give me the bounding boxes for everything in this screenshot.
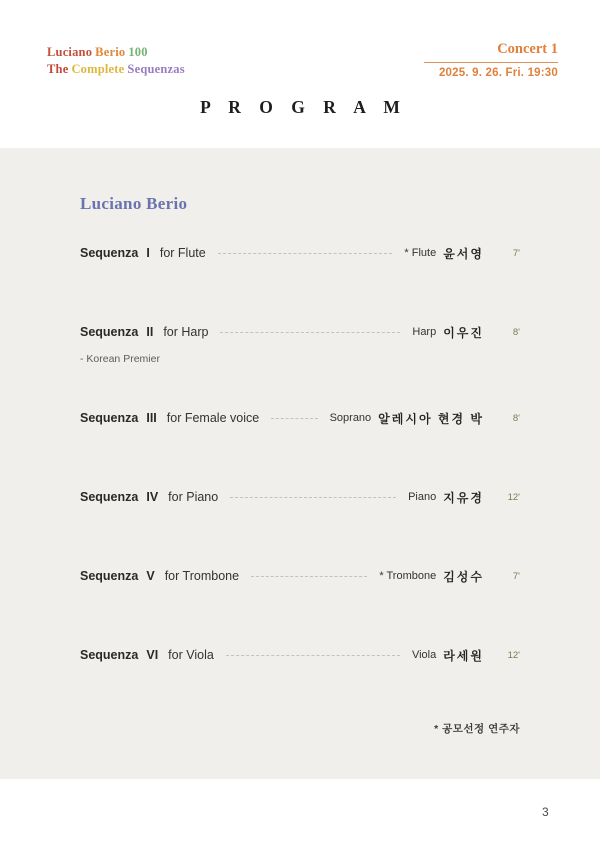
program-row: [80, 244, 520, 274]
performer-name: 김성수: [443, 569, 484, 584]
duration: 12': [507, 649, 520, 661]
performer-role: * Flute: [404, 247, 437, 259]
logo-word: The: [47, 62, 69, 76]
performer-name: 라세원: [443, 648, 484, 663]
logo-line1: [47, 44, 188, 61]
work-title: Sequenza: [80, 246, 139, 260]
program-section: [0, 148, 600, 779]
performer-role: Soprano: [329, 412, 372, 424]
logo-line2: [47, 61, 188, 78]
performer-role: * Trombone: [379, 570, 437, 582]
performer-role: Harp: [412, 326, 437, 338]
work-instrument: for Piano: [168, 490, 219, 504]
program-row: [80, 488, 520, 518]
concert-datetime: 2025. 9. 26. Fri. 19:30: [438, 67, 558, 79]
work-numeral: I: [146, 246, 150, 260]
leader-line: [271, 418, 317, 419]
work-title: Sequenza: [80, 411, 139, 425]
composer-heading: Luciano Berio: [80, 194, 188, 213]
work-instrument: for Female voice: [166, 411, 260, 425]
performer-name: 이우진: [443, 325, 484, 340]
work-numeral: II: [146, 325, 154, 339]
duration: 12': [507, 491, 520, 503]
duration: 7': [512, 570, 520, 582]
work-instrument: for Trombone: [164, 569, 240, 583]
selection-footnote: * 공모선정 연주자: [434, 723, 520, 735]
concert-number: Concert 1: [497, 41, 558, 57]
concert-divider: [424, 62, 558, 63]
logo-word: Luciano: [47, 45, 93, 59]
work-instrument: for Viola: [168, 648, 214, 662]
performer-name: 윤서영: [443, 246, 484, 261]
work-numeral: V: [146, 569, 155, 583]
performer-role: Viola: [411, 649, 437, 661]
logo-word: Sequenzas: [127, 62, 185, 76]
leader-line: [251, 576, 367, 577]
work-title: Sequenza: [80, 569, 139, 583]
logo-word: 100: [128, 45, 148, 59]
program-row: [80, 323, 520, 365]
leader-line: [218, 253, 393, 254]
event-logo: [47, 44, 188, 78]
work-title: Sequenza: [80, 325, 139, 339]
logo-word: Complete: [71, 62, 125, 76]
page-title: P R O G R A M: [200, 97, 407, 117]
work-numeral: IV: [146, 490, 159, 504]
logo-word: Berio: [95, 45, 126, 59]
work-numeral: III: [146, 411, 157, 425]
work-instrument: for Flute: [159, 246, 206, 260]
performer-role: Piano: [408, 491, 437, 503]
program-row: [80, 646, 520, 676]
leader-line: [226, 655, 400, 656]
page-number: 3: [542, 805, 549, 819]
leader-line: [220, 332, 400, 333]
work-instrument: for Harp: [163, 325, 209, 339]
program-row: [80, 567, 520, 597]
work-title: Sequenza: [80, 648, 139, 662]
duration: 7': [512, 247, 520, 259]
concert-info: [408, 41, 558, 79]
leader-line: [230, 497, 396, 498]
work-note: - Korean Premier: [80, 353, 160, 365]
performer-name: 알레시아 현경 박: [378, 411, 484, 426]
work-title: Sequenza: [80, 490, 139, 504]
duration: 8': [512, 326, 520, 338]
performer-name: 지유경: [443, 490, 484, 505]
program-row: [80, 409, 520, 439]
work-numeral: VI: [146, 648, 159, 662]
duration: 8': [512, 412, 520, 424]
